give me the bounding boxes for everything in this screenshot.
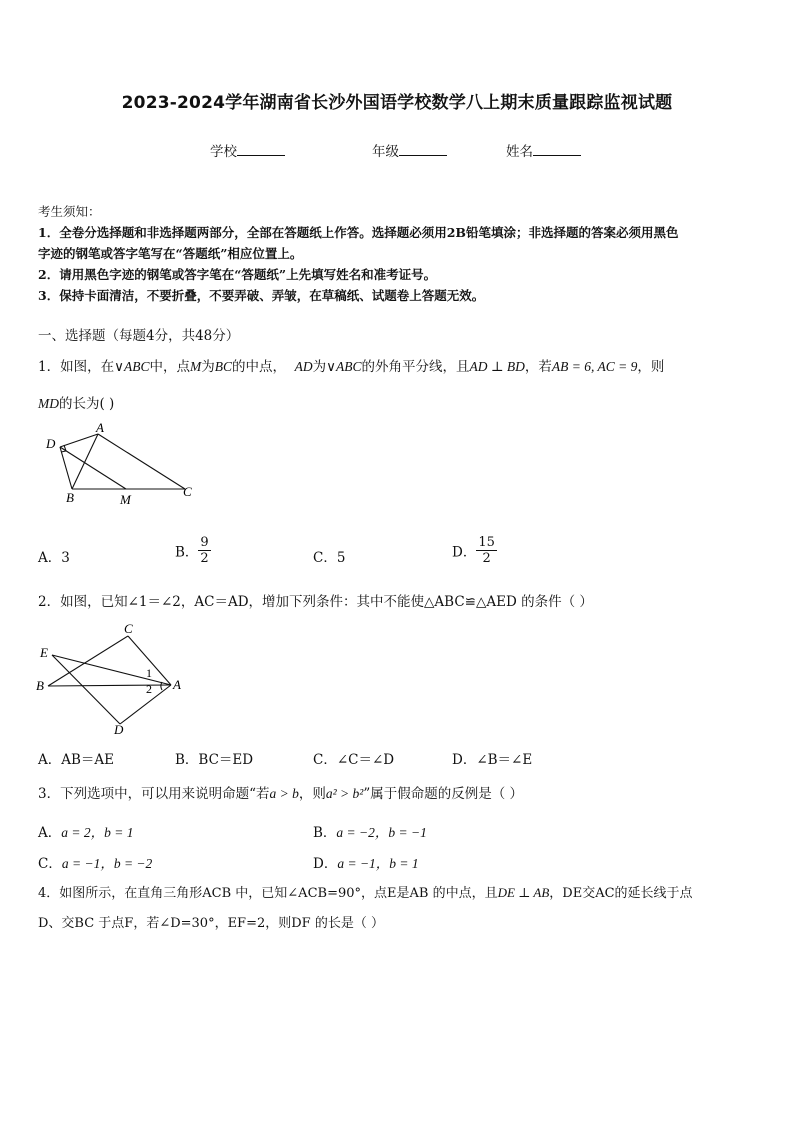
q2-option-d[interactable]: D．∠B＝∠E [452,752,533,768]
name-field[interactable] [506,140,581,160]
notice-header: 考生须知： [38,204,101,219]
page-title: 2023-2024学年湖南省长沙外国语学校数学八上期末质量跟踪监视试题 [121,93,673,113]
notice-item: 2．请用黑色字迹的钢笔或答字笔在“答题纸”上先填写姓名和准考证号。 [38,267,437,282]
q1-label-c: C [183,484,192,499]
q1-label-m: M [120,492,131,507]
q1-option-b[interactable]: B． $\frac{9}{2}$ [175,535,209,566]
q1-label-d: D [46,436,56,451]
grade-label: 年级 [372,144,399,160]
school-blank[interactable] [237,143,285,156]
notice-item: 字迹的钢笔或答字笔写在“答题纸”相应位置上。 [38,246,303,261]
exam-notice [38,201,756,306]
q2-segment-ed [52,655,120,724]
q2-label-e: E [40,645,48,660]
q2-text: 2．如图，已知∠1＝∠2，AC＝AD，增加下列条件：其中不能使△ABC≌△AED 的条件（ ） [38,594,593,610]
notice-item: 3．保持卡面清洁，不要折叠，不要弄破、弄皱，在草稿纸、试题卷上答题无效。 [38,288,485,303]
q2-angle-arc [161,682,162,690]
q1-label-a: A [96,420,104,435]
q2-option-b[interactable]: B．BC＝ED [175,752,254,768]
q2-label-1: 1 [146,666,152,680]
q2-segment-bc [48,636,128,686]
q1-text-cont: MD的长为( ) [38,396,115,412]
q3-option-a[interactable]: A．a = 2，b = 1 [38,825,134,841]
name-label: 姓名 [506,144,533,160]
q1-text: 1．如图，在∨ABC中，点M为BC的中点， AD为∨ABC的外角平分线，且AD ⊥ BD，若AB = 6, AC = 9，则 [38,359,665,375]
q1-segment-ac [98,434,185,489]
q3-option-d[interactable]: D．a = −1，b = 1 [313,856,419,872]
q3-option-c[interactable]: C．a = −1，b = −2 [38,856,153,872]
name-blank[interactable] [533,143,581,156]
section-heading: 一、选择题（每题4分，共48分） [38,328,240,344]
q2-segment-ba [48,685,171,686]
q3-text: 3．下列选项中，可以用来说明命题“若a > b，则a² > b²”属于假命题的反例是（ ） [38,786,524,802]
q2-segment-ea [52,655,171,685]
q2-option-a[interactable]: A．AB＝AE [38,752,115,768]
q2-label-c: C [124,621,133,636]
school-label: 学校 [210,144,237,160]
q3-option-b[interactable]: B．a = −2，b = −1 [313,825,427,841]
q2-option-c[interactable]: C．∠C＝∠D [313,752,395,768]
q4-text: 4．如图所示，在直角三角形ACB 中，已知∠ACB=90°，点E是AB 的中点，且DE ⊥ AB，DE交AC的延长线于点 [38,885,693,901]
q1-figure [40,420,200,510]
notice-item: 1．全卷分选择题和非选择题两部分，全部在答题纸上作答。选择题必须用2B铅笔填涂；非选择题的答案必须用黑色 [38,225,679,240]
q2-label-d: D [114,722,124,737]
q1-label-b: B [66,490,74,505]
q4-text-cont: D、交BC 于点F，若∠D=30°，EF=2，则DF 的长是（ ） [38,916,384,931]
school-field[interactable] [210,140,285,160]
q1-option-d[interactable]: D． $\frac{15}{2}$ [452,535,495,566]
q1-option-a[interactable]: A．3 [38,550,70,566]
q1-option-c[interactable]: C．5 [313,550,346,566]
q2-figure [36,620,186,738]
q2-label-b: B [36,678,44,693]
grade-blank[interactable] [399,143,447,156]
q2-label-a: A [173,677,181,692]
grade-field[interactable] [372,140,447,160]
q2-label-2: 2 [146,682,152,696]
q1-segment-ba [72,434,98,489]
